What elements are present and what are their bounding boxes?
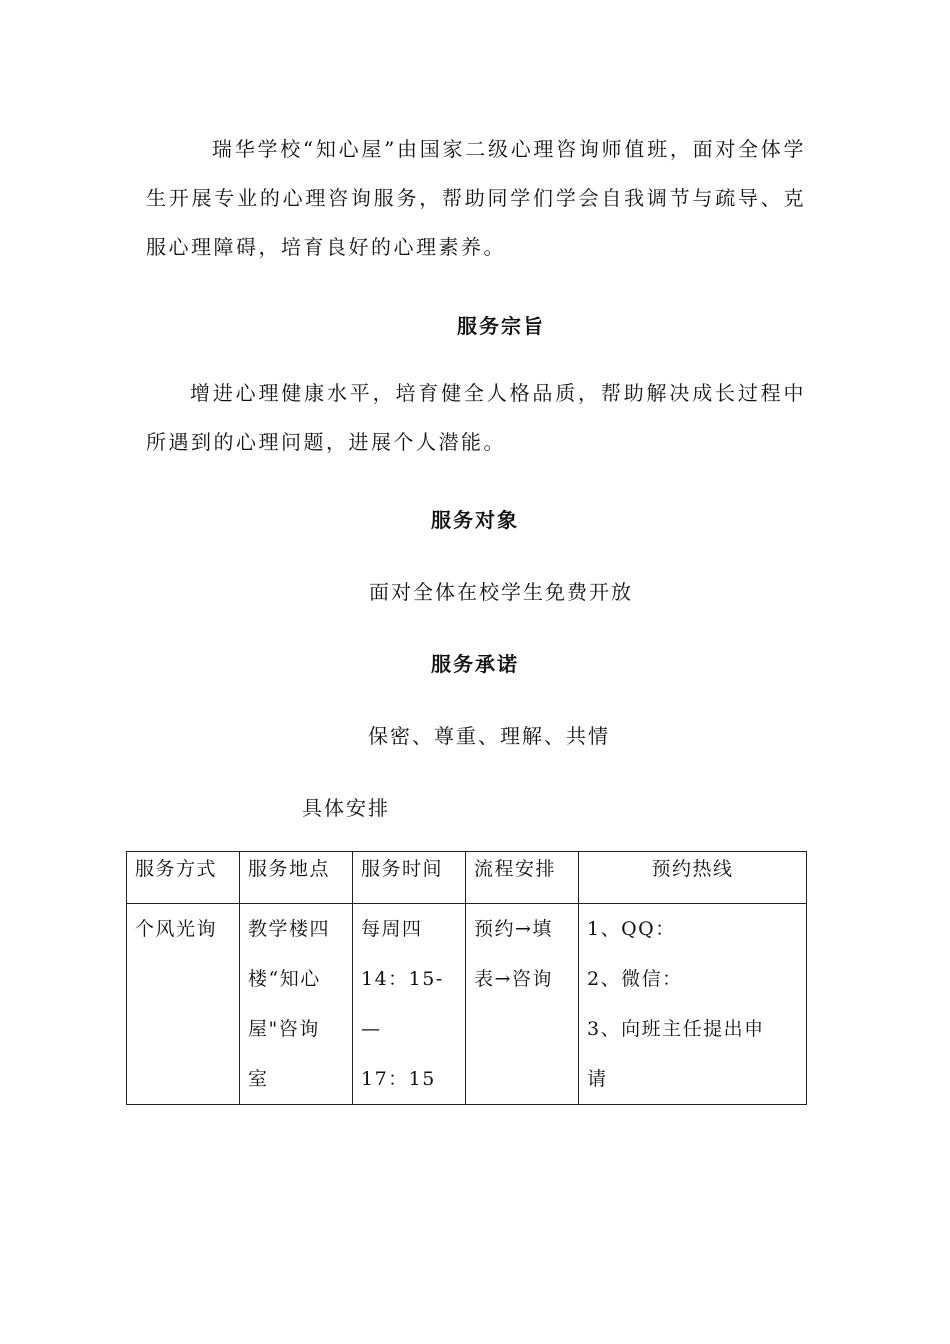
cell-process-line: 预约→填 [474,918,553,940]
cell-hotline-line: 2、微信： [587,968,683,990]
header-location: 服务地点 [240,852,353,904]
purpose-paragraph: 增进心理健康水平，培育健全人格品质，帮助解决成长过程中所遇到的心理问题，进展个人潜能。 [146,381,806,454]
header-process: 流程安排 [466,852,579,904]
cell-time-line: 14：15-— [361,968,444,1040]
cell-time [353,904,466,1105]
cell-hotline [579,904,807,1105]
schedule-table [126,851,807,1105]
table-row [127,904,807,1105]
cell-process-line: 表→咨询 [474,968,553,990]
arrangement-label: 具体安排 [302,796,390,820]
cell-time-line: 17：15 [361,1068,436,1090]
header-method: 服务方式 [127,852,240,904]
purpose-heading: 服务宗旨 [457,314,545,338]
table-header-row [127,852,807,904]
cell-hotline-line: 请 [587,1068,608,1090]
cell-location-line: 教学楼四 [248,918,331,940]
cell-hotline-line: 3、向班主任提出申 [587,1018,765,1040]
cell-hotline-line: 1、QQ： [587,918,676,940]
promise-heading: 服务承诺 [431,652,519,676]
cell-location [240,904,353,1105]
header-time: 服务时间 [353,852,466,904]
promise-text: 保密、尊重、理解、共情 [368,724,610,748]
cell-location-line: 室 [248,1068,269,1090]
cell-method-line: 个风光询 [135,918,218,940]
header-hotline: 预约热线 [579,852,807,904]
target-heading: 服务对象 [431,508,519,532]
cell-process [466,904,579,1105]
target-text: 面对全体在校学生免费开放 [369,580,633,604]
cell-location-line: 楼“知心 [248,968,321,990]
cell-time-line: 每周四 [361,918,423,940]
cell-location-line: 屋"咨询 [248,1018,320,1040]
intro-paragraph: 瑞华学校“知心屋”由国家二级心理咨询师值班，面对全体学生开展专业的心理咨询服务，帮助同学们学会自我调节与疏导、克服心理障碍，培育良好的心理素养。 [146,137,806,259]
cell-method [127,904,240,1105]
